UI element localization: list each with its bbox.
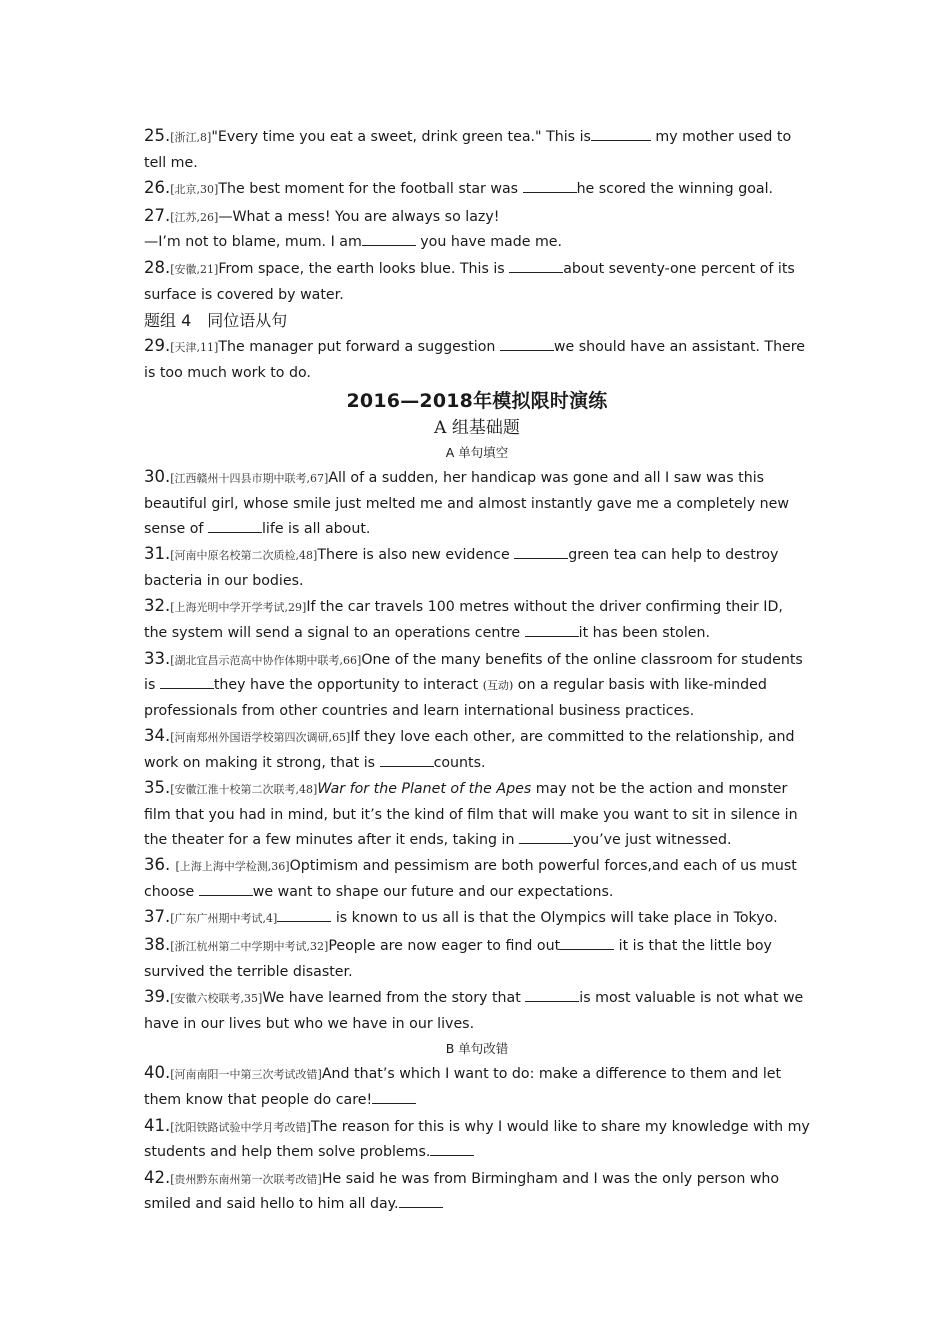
question-source: [安徽,21] xyxy=(170,262,219,276)
question-text: One of the many benefits of the online classroom for students is xyxy=(144,651,803,694)
question-text: And that’s which I want to do: make a difference to them and let them know that people do care! xyxy=(144,1066,782,1108)
question-33 xyxy=(144,647,810,724)
question-text: If the car travels 100 metres without the driver confirming their ID, the system will send a signal to an operations centre xyxy=(144,599,783,641)
answer-blank[interactable] xyxy=(199,881,253,896)
question-text: —I’m not to blame, mum. I am xyxy=(144,234,362,251)
question-number: 29. xyxy=(144,336,171,356)
question-30 xyxy=(144,465,810,541)
question-40 xyxy=(144,1061,810,1112)
question-source: [浙江,8] xyxy=(170,131,212,144)
question-text: He said he was from Birmingham and I was the only person who smiled and said hello to him all day. xyxy=(144,1170,780,1213)
question-number: 41. xyxy=(144,1115,171,1135)
question-34 xyxy=(144,724,810,775)
question-26 xyxy=(144,176,810,203)
answer-blank[interactable] xyxy=(523,178,577,193)
question-text: we want to shape our future and our expectations. xyxy=(252,883,614,900)
question-number: 25. xyxy=(144,126,171,145)
question-source: [浙江杭州第二中学期中考试,32] xyxy=(170,940,329,954)
question-source: [安徽六校联考,35] xyxy=(170,992,263,1006)
gloss-note: (互动) xyxy=(482,679,514,693)
question-source: [沈阳铁路试验中学月考改错] xyxy=(170,1120,311,1134)
question-number: 42. xyxy=(144,1167,171,1187)
answer-blank[interactable] xyxy=(514,544,568,559)
question-source: [河南郑州外国语学校第四次调研,65] xyxy=(170,731,351,745)
question-text: The reason for this is why I would like to share my knowledge with my students and help them solve problems. xyxy=(144,1118,810,1161)
question-text: People are now eager to find out xyxy=(328,938,561,955)
question-number: 40. xyxy=(144,1063,171,1083)
question-source: [江西赣州十四县市期中联考,67] xyxy=(170,472,329,486)
question-source: [上海上海中学检测,36] xyxy=(175,860,290,874)
question-39 xyxy=(144,985,810,1036)
question-number: 34. xyxy=(144,726,171,746)
question-31 xyxy=(144,542,810,593)
question-text: —What a mess! You are always so lazy! xyxy=(218,208,500,225)
question-number: 31. xyxy=(144,544,171,564)
question-text: "Every time you eat a sweet, drink green tea." This is xyxy=(211,129,591,145)
question-32 xyxy=(144,594,810,645)
group-heading: 题组 4 同位语从句 xyxy=(144,311,288,331)
question-number: 28. xyxy=(144,257,171,277)
answer-blank[interactable] xyxy=(208,518,262,533)
question-text: counts. xyxy=(433,754,486,771)
film-title: War for the Planet of the Apes xyxy=(317,781,532,798)
answer-blank[interactable] xyxy=(519,829,573,844)
question-text: is most valuable is not what we have in our lives but who we have in our lives. xyxy=(144,990,804,1032)
question-text: We have learned from the story that xyxy=(262,990,526,1007)
section-label: B 单句改错 xyxy=(445,1041,509,1057)
answer-blank[interactable] xyxy=(430,1141,474,1156)
question-source: [上海光明中学开学考试,29] xyxy=(170,601,307,615)
answer-blank[interactable] xyxy=(380,752,434,767)
question-number: 37. xyxy=(144,907,171,927)
question-text: about seventy-one percent of its surface is covered by water. xyxy=(144,260,795,303)
question-text: you have made me. xyxy=(415,234,563,251)
question-text: is known to us all is that the Olympics will take place in Tokyo. xyxy=(331,910,778,927)
section-label: A 单句填空 xyxy=(445,445,509,461)
question-source: [河南中原名校第二次质检,48] xyxy=(170,549,318,563)
question-28 xyxy=(144,256,810,307)
question-source: [江苏,26] xyxy=(170,210,219,224)
question-number: 27. xyxy=(144,205,171,225)
question-number: 39. xyxy=(144,987,171,1007)
question-25 xyxy=(144,124,810,175)
question-text: From space, the earth looks blue. This is xyxy=(218,260,510,277)
question-text: it is that the little boy survived the terrible disaster. xyxy=(144,938,772,980)
question-number: 33. xyxy=(144,648,171,668)
question-text: they have the opportunity to interact xyxy=(213,677,483,694)
question-text: Optimism and pessimism are both powerful forces,and each of us must choose xyxy=(144,858,797,900)
question-source: [天津,11] xyxy=(170,341,219,355)
question-text: may not be the action and monster film that you had in mind, but it’s the kind of film that will make you want to sit in silence in the theater for a few minutes after it ends, taking in xyxy=(144,781,798,848)
answer-blank[interactable] xyxy=(277,907,331,922)
document-page xyxy=(144,124,810,1218)
question-source: [广东广州期中考试,4] xyxy=(170,912,278,926)
question-number: 26. xyxy=(144,178,171,198)
answer-blank[interactable] xyxy=(509,258,563,273)
question-27 xyxy=(144,204,810,255)
answer-blank[interactable] xyxy=(560,935,614,950)
question-text: The best moment for the football star was xyxy=(218,181,523,198)
answer-blank[interactable] xyxy=(399,1193,443,1208)
question-number: 38. xyxy=(144,935,171,955)
answer-blank[interactable] xyxy=(500,336,554,351)
question-29 xyxy=(144,334,810,385)
question-source: [北京,30] xyxy=(170,183,219,197)
question-text: If they love each other, are committed to the relationship, and work on making it strong, that is xyxy=(144,729,795,771)
question-text: we should have an assistant. There is too much work to do. xyxy=(144,339,806,381)
question-text: All of a sudden, her handicap was gone and all I saw was this beautiful girl, whose smile just melted me and almost instantly gave me a completely new sense of xyxy=(144,470,789,537)
question-source: [河南南阳一中第三次考试改错] xyxy=(170,1068,322,1082)
answer-blank[interactable] xyxy=(372,1089,416,1104)
answer-blank[interactable] xyxy=(160,674,214,689)
question-number: 36. xyxy=(144,855,176,875)
question-source: [安徽江淮十校第二次联考,48] xyxy=(170,783,318,797)
question-text: you’ve just witnessed. xyxy=(573,831,732,848)
question-text: it has been stolen. xyxy=(578,624,711,641)
question-source: [湖北宜昌示范高中协作体期中联考,66] xyxy=(170,653,362,667)
question-number: 32. xyxy=(144,596,171,616)
question-38 xyxy=(144,933,810,984)
answer-blank[interactable] xyxy=(525,622,579,637)
group-title: A 组基础题 xyxy=(434,418,520,439)
question-text: on a regular basis with like-minded professionals from other countries and learn international business practices. xyxy=(144,677,767,719)
question-36 xyxy=(144,853,810,904)
answer-blank[interactable] xyxy=(525,987,579,1002)
question-text: The manager put forward a suggestion xyxy=(218,339,500,356)
question-37 xyxy=(144,905,810,932)
answer-blank[interactable] xyxy=(591,126,651,141)
question-text: There is also new evidence xyxy=(317,547,515,564)
question-number: 30. xyxy=(144,467,171,487)
question-text: green tea can help to destroy bacteria in our bodies. xyxy=(144,547,779,589)
question-source: [贵州黔东南州第一次联考改错] xyxy=(170,1172,322,1186)
question-text: he scored the winning goal. xyxy=(576,181,774,198)
section-title: 2016—2018年模拟限时演练 xyxy=(346,390,608,413)
question-text: life is all about. xyxy=(261,520,371,537)
question-number: 35. xyxy=(144,778,171,798)
answer-blank[interactable] xyxy=(362,231,416,246)
question-text: my mother used to tell me. xyxy=(144,129,792,171)
question-41 xyxy=(144,1114,810,1165)
question-35 xyxy=(144,776,810,852)
question-42 xyxy=(144,1166,810,1217)
